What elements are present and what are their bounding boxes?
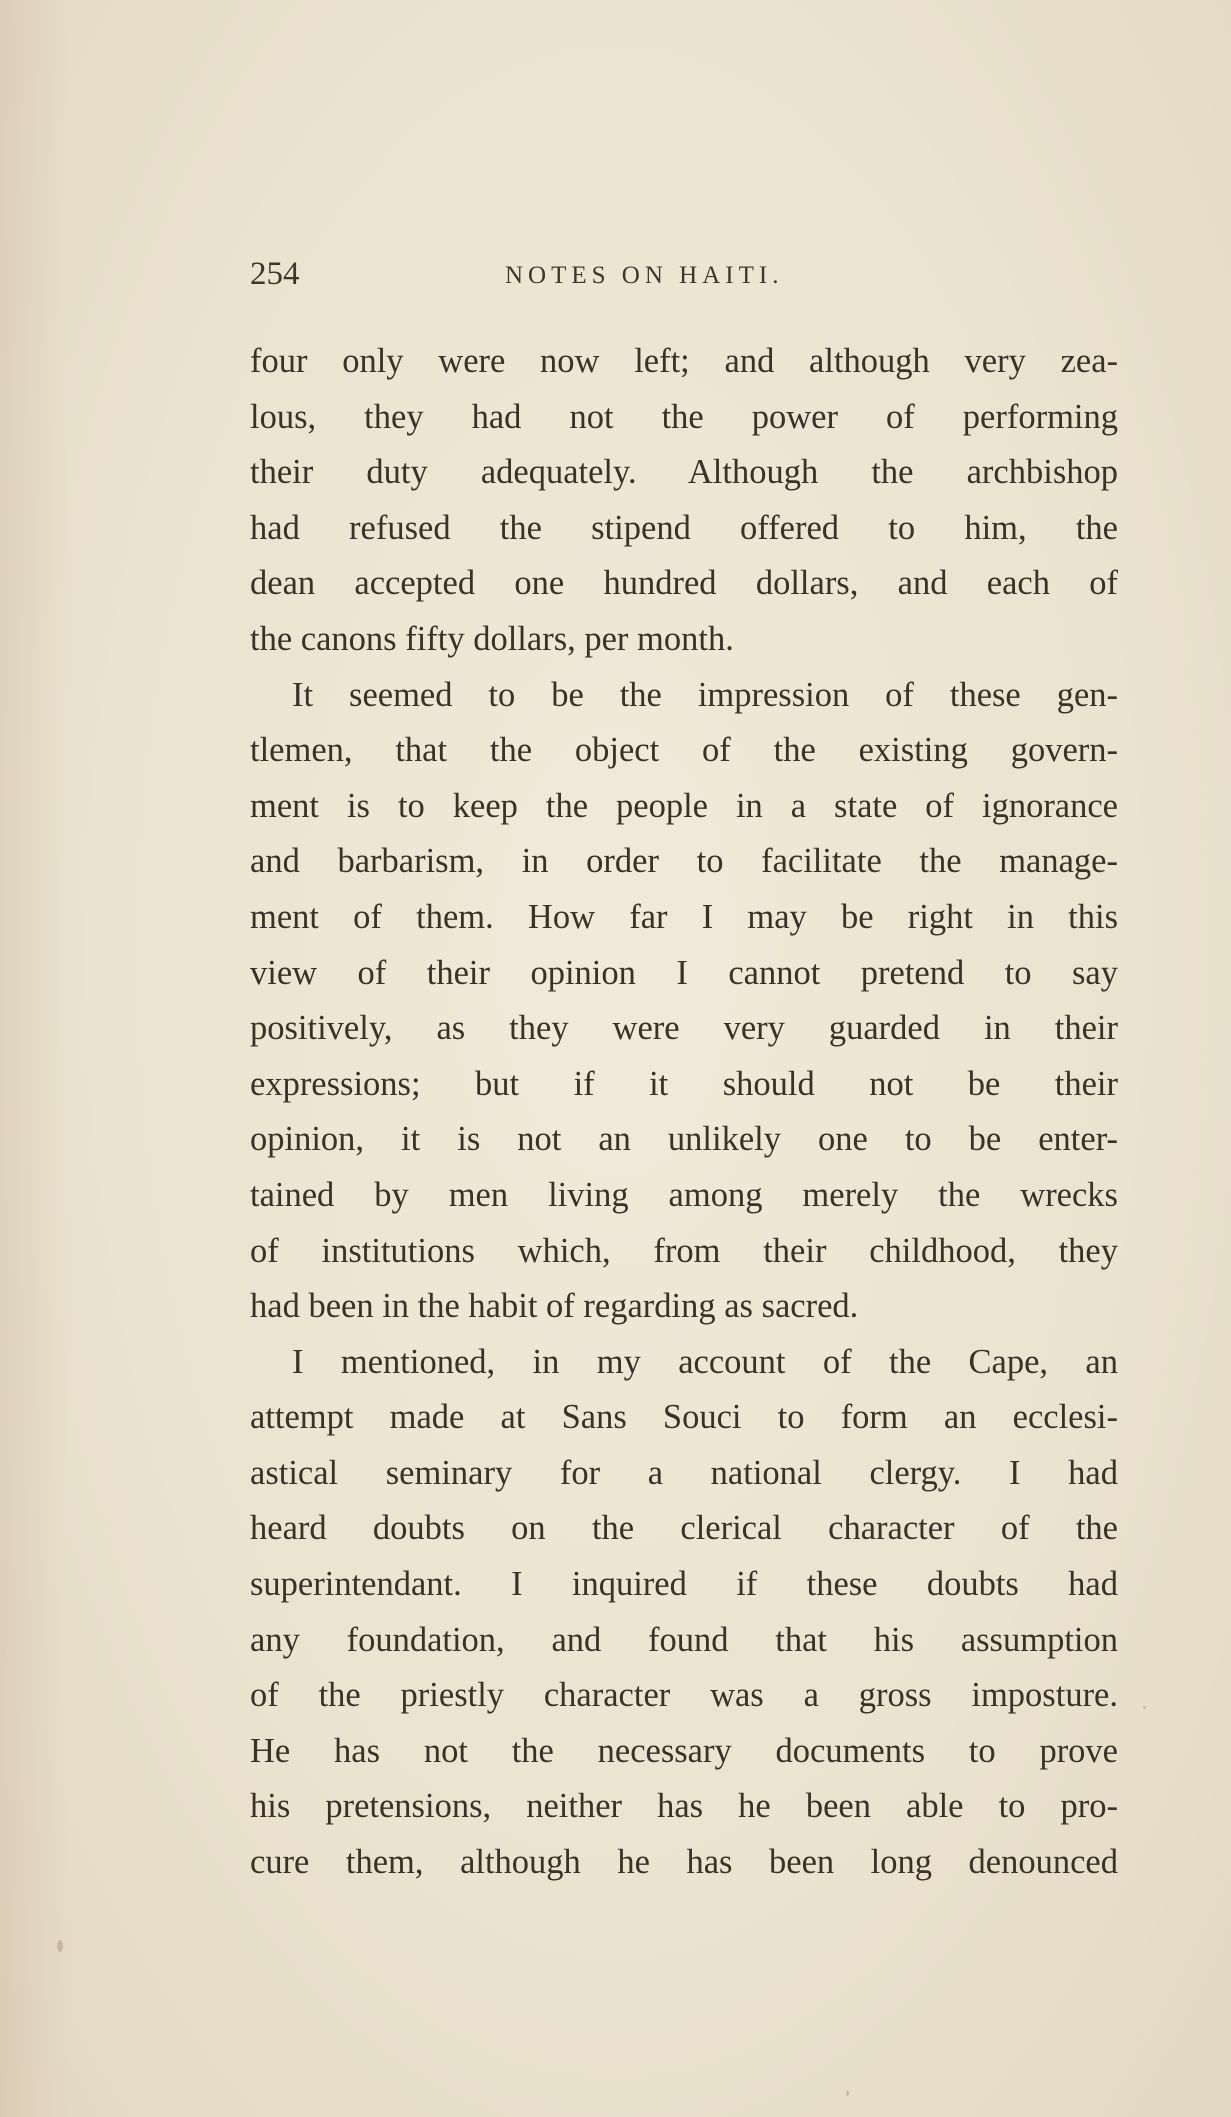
running-head — [250, 252, 1125, 296]
text-line: his pretensions, neither has he been able to pro- — [250, 1787, 1118, 1826]
paper-speck — [846, 2090, 849, 2096]
text-line: expressions; but if it should not be their — [250, 1064, 1118, 1103]
text-line: four only were now left; and although very zea- — [250, 342, 1118, 380]
paragraph-start-line: It seemed to be the impression of these gen- — [292, 675, 1118, 714]
text-line: tained by men living among merely the wrecks — [250, 1175, 1118, 1214]
text-line: cure them, although he has been long denounced — [250, 1843, 1118, 1882]
text-line: attempt made at Sans Souci to form an ecclesi- — [250, 1398, 1118, 1437]
text-line: their duty adequately. Although the archbishop — [250, 453, 1118, 492]
text-line: any foundation, and found that his assumption — [250, 1620, 1118, 1659]
text-line: had refused the stipend offered to him, the — [250, 508, 1118, 547]
text-line: ment is to keep the people in a state of ignorance — [250, 786, 1118, 825]
text-line: of the priestly character was a gross imposture. — [250, 1676, 1118, 1715]
text-line: superintendant. I inquired if these doubts had — [250, 1565, 1118, 1604]
text-line: opinion, it is not an unlikely one to be enter- — [250, 1120, 1118, 1159]
paper-speck — [57, 1940, 63, 1952]
text-line: dean accepted one hundred dollars, and each of — [250, 564, 1118, 603]
page-number: 254 — [250, 256, 300, 292]
page-edge-shadow — [0, 0, 70, 2117]
text-line: He has not the necessary documents to prove — [250, 1731, 1118, 1770]
text-line: heard doubts on the clerical character of the — [250, 1509, 1118, 1548]
text-line: astical seminary for a national clergy. I had — [250, 1453, 1118, 1492]
text-line: of institutions which, from their childhood, they — [250, 1231, 1118, 1270]
running-title: NOTES ON HAITI. — [505, 262, 784, 289]
paper-speck — [1143, 1706, 1146, 1709]
text-line: tlemen, that the object of the existing govern- — [250, 731, 1118, 770]
text-line: and barbarism, in order to facilitate the manage- — [250, 842, 1118, 881]
text-line: view of their opinion I cannot pretend to say — [250, 953, 1118, 992]
text-line: ment of them. How far I may be right in this — [250, 897, 1118, 936]
text-line: positively, as they were very guarded in their — [250, 1009, 1118, 1048]
text-line: had been in the habit of regarding as sacred. — [250, 1287, 859, 1326]
text-line: lous, they had not the power of performing — [250, 397, 1118, 436]
body-text — [250, 334, 1118, 1891]
text-line: the canons fifty dollars, per month. — [250, 619, 734, 658]
paragraph-start-line: I mentioned, in my account of the Cape, an — [292, 1342, 1118, 1381]
